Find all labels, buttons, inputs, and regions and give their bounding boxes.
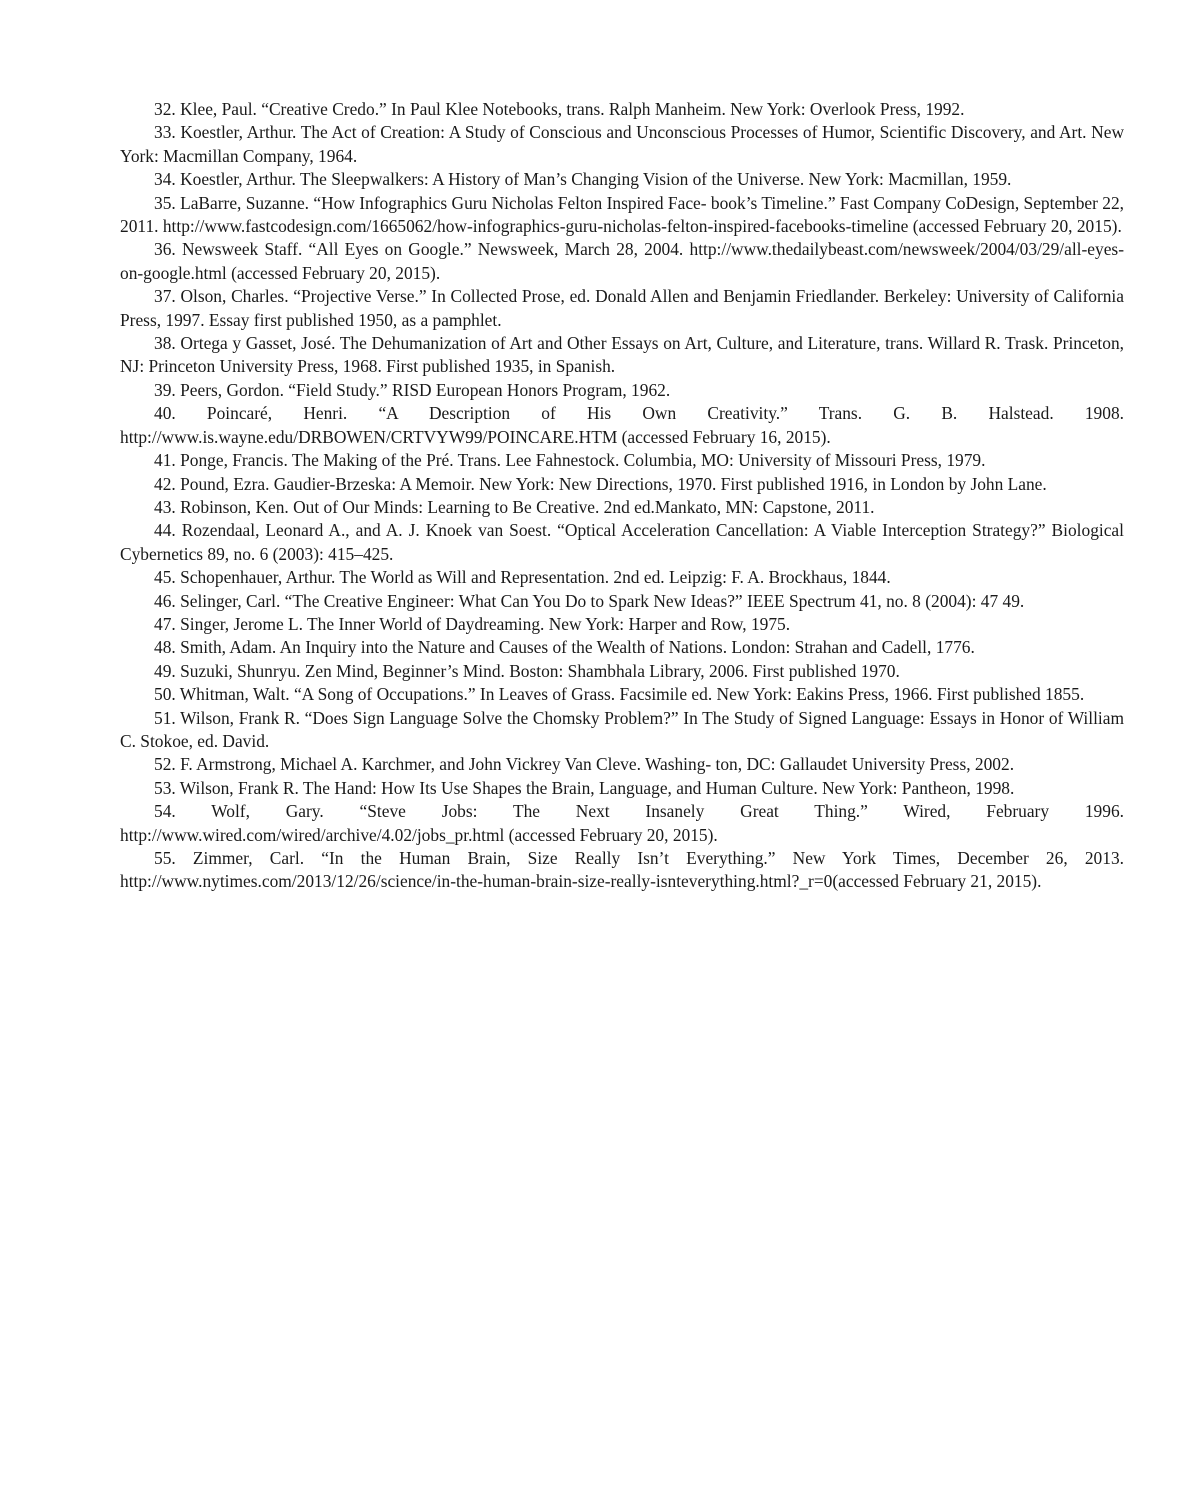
reference-entry-48: 48. Smith, Adam. An Inquiry into the Nature and Causes of the Wealth of Nations. London: Strahan and Cadell, 1776.: [154, 637, 975, 658]
reference-entry-51: 51. Wilson, Frank R. “Does Sign Language Solve the Chomsky Problem?” In The Study of Signed Language: Essays in Honor of William C. Stokoe, ed. David.: [120, 707, 1124, 751]
reference-entry-40: 40. Poincaré, Henri. “A Description of His Own Creativity.” Trans. G. B. Halstead. 1908. http://www.is.wayne.edu/DRBOWEN/CRTVYW99/POINCARE.HTM (accessed February 16, 2015).: [120, 403, 1124, 447]
reference-entry-50: 50. Whitman, Walt. “A Song of Occupations.” In Leaves of Grass. Facsimile ed. New York: Eakins Press, 1966. First published 1855.: [154, 684, 1085, 705]
reference-entry-53: 53. Wilson, Frank R. The Hand: How Its Use Shapes the Brain, Language, and Human Culture. New York: Pantheon, 1998.: [154, 777, 1015, 798]
reference-entry-52: 52. F. Armstrong, Michael A. Karchmer, and John Vickrey Van Cleve. Washing- ton, DC: Gallaudet University Press, 2002.: [154, 754, 1015, 775]
reference-entry-38: 38. Ortega y Gasset, José. The Dehumanization of Art and Other Essays on Art, Culture, and Literature, trans. Willard R. Trask. Princeton, NJ: Princeton University Press, 1968. First published 1935, in Spanish.: [120, 333, 1124, 377]
reference-entry-34: 34. Koestler, Arthur. The Sleepwalkers: A History of Man’s Changing Vision of the Universe. New York: Macmillan, 1959.: [154, 169, 1012, 190]
reference-entry-32: 32. Klee, Paul. “Creative Credo.” In Paul Klee Notebooks, trans. Ralph Manheim. New York: Overlook Press, 1992.: [154, 99, 965, 119]
reference-entry-47: 47. Singer, Jerome L. The Inner World of Daydreaming. New York: Harper and Row, 1975.: [154, 613, 791, 634]
reference-entry-37: 37. Olson, Charles. “Projective Verse.” In Collected Prose, ed. Donald Allen and Benjamin Friedlander. Berkeley: University of California Press, 1997. Essay first published 1950, as a pamphlet.: [120, 286, 1124, 330]
bibliography-page: [120, 98, 1124, 894]
reference-entry-41: 41. Ponge, Francis. The Making of the Pré. Trans. Lee Fahnestock. Columbia, MO: University of Missouri Press, 1979.: [154, 450, 986, 471]
reference-entry-55: 55. Zimmer, Carl. “In the Human Brain, Size Really Isn’t Everything.” New York Times, December 26, 2013. http://www.nytimes.com/2013/12/26/science/in-the-human-brain-size-really-isnteverything.html?_r=0(accessed February 21, 2015).: [120, 848, 1124, 892]
reference-entry-44: 44. Rozendaal, Leonard A., and A. J. Knoek van Soest. “Optical Acceleration Cancellation: A Viable Interception Strategy?” Biological Cybernetics 89, no. 6 (2003): 415–425.: [120, 520, 1124, 564]
reference-entry-39: 39. Peers, Gordon. “Field Study.” RISD European Honors Program, 1962.: [154, 379, 671, 400]
reference-entry-42: 42. Pound, Ezra. Gaudier-Brzeska: A Memoir. New York: New Directions, 1970. First published 1916, in London by John Lane.: [154, 473, 1047, 494]
reference-entry-49: 49. Suzuki, Shunryu. Zen Mind, Beginner’s Mind. Boston: Shambhala Library, 2006. First published 1970.: [154, 660, 900, 681]
reference-entry-36: 36. Newsweek Staff. “All Eyes on Google.” Newsweek, March 28, 2004. http://www.thedailybeast.com/newsweek/2004/03/29/all-eyes-on-google.html (accessed February 20, 2015).: [120, 239, 1124, 283]
reference-entry-46: 46. Selinger, Carl. “The Creative Engineer: What Can You Do to Spark New Ideas?” IEEE Spectrum 41, no. 8 (2004): 47 49.: [154, 590, 1025, 611]
reference-entry-33: 33. Koestler, Arthur. The Act of Creation: A Study of Conscious and Unconscious Processes of Humor, Scientific Discovery, and Art. New York: Macmillan Company, 1964.: [120, 122, 1124, 166]
reference-entry-54: 54. Wolf, Gary. “Steve Jobs: The Next Insanely Great Thing.” Wired, February 1996. http://www.wired.com/wired/archive/4.02/jobs_pr.html (accessed February 20, 2015).: [120, 801, 1124, 845]
reference-entry-45: 45. Schopenhauer, Arthur. The World as Will and Representation. 2nd ed. Leipzig: F. A. Brockhaus, 1844.: [154, 567, 891, 588]
reference-entry-43: 43. Robinson, Ken. Out of Our Minds: Learning to Be Creative. 2nd ed.Mankato, MN: Capstone, 2011.: [154, 496, 875, 517]
reference-entry-35: 35. LaBarre, Suzanne. “How Infographics Guru Nicholas Felton Inspired Face- book’s Timeline.” Fast Company CoDesign, September 22, 2011. http://www.fastcodesign.com/1665062/how-infographics-guru-nicholas-felton-inspired-facebooks-timeline (accessed February 20, 2015).: [120, 192, 1124, 237]
